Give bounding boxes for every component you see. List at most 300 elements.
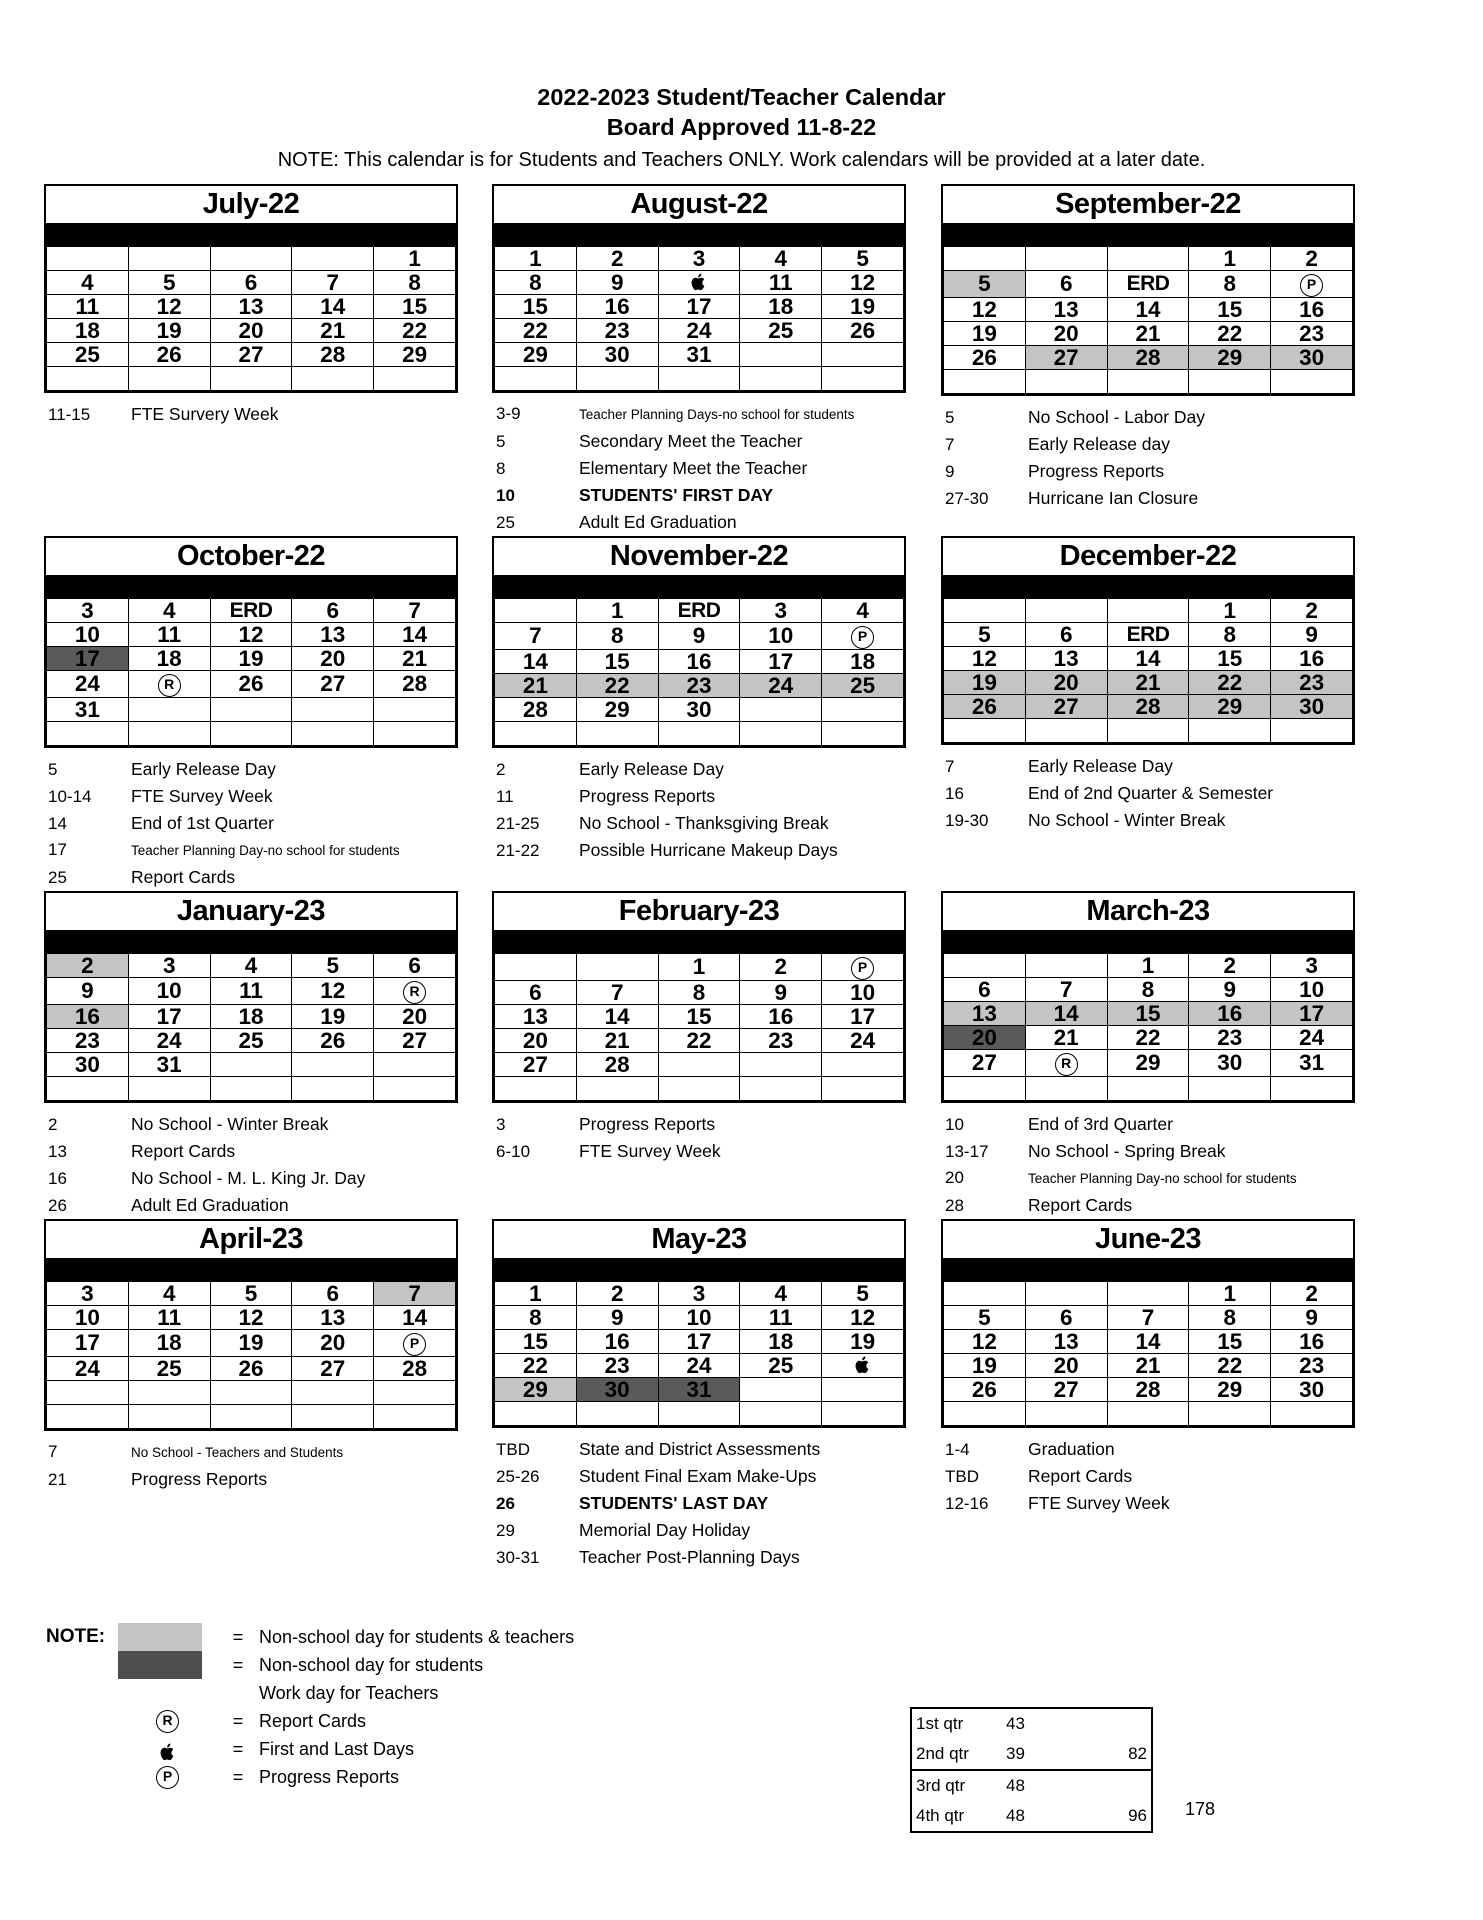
day-cell	[658, 1402, 740, 1426]
day-cell	[1107, 247, 1189, 271]
note-text: End of 2nd Quarter & Semester	[1028, 783, 1274, 803]
day-cell	[292, 722, 374, 746]
day-cell: 23	[576, 1354, 658, 1378]
month-block	[941, 536, 1383, 891]
day-cell	[1107, 1077, 1189, 1101]
day-cell: 18	[128, 647, 210, 671]
day-cell	[1025, 599, 1107, 623]
day-cell: 5	[128, 271, 210, 295]
day-cell: 2	[576, 247, 658, 271]
note-date: 19-30	[945, 811, 989, 830]
day-cell: 6	[495, 981, 577, 1005]
day-cell: 14	[1107, 298, 1189, 322]
month-note-line	[945, 1436, 1383, 1463]
day-cell: 25	[47, 343, 129, 367]
note-date: 11-15	[48, 405, 91, 424]
day-cell: 6	[292, 599, 374, 623]
note-date: 7	[945, 757, 955, 776]
month-title: December-22	[943, 538, 1353, 577]
month-note-line	[945, 1111, 1383, 1138]
day-cell: 19	[944, 322, 1026, 346]
day-cell: 27	[292, 1357, 374, 1381]
day-cell: 29	[1189, 695, 1271, 719]
day-cell	[374, 1330, 456, 1357]
day-cell	[495, 1077, 577, 1101]
day-cell	[374, 698, 456, 722]
week-row	[944, 1306, 1353, 1330]
day-cell: 20	[1025, 1354, 1107, 1378]
note-date: 7	[48, 1442, 58, 1461]
week-row	[47, 599, 456, 623]
week-row	[495, 367, 904, 391]
day-cell: 13	[1025, 647, 1107, 671]
week-row	[47, 623, 456, 647]
day-cell	[292, 698, 374, 722]
month-title: September-22	[943, 186, 1353, 225]
week-row	[47, 1405, 456, 1429]
month-note-line	[496, 428, 934, 455]
week-row	[944, 954, 1353, 978]
note-date: 10-14	[48, 787, 92, 806]
week-row	[944, 599, 1353, 623]
week-row	[495, 623, 904, 650]
week-row	[944, 1002, 1353, 1026]
day-cell: 28	[1107, 346, 1189, 370]
month-note-line	[496, 1436, 934, 1463]
month-block	[492, 891, 934, 1219]
month-notes	[44, 401, 486, 428]
month-note-line	[496, 1517, 934, 1544]
note-text: Early Release day	[1028, 434, 1171, 454]
day-cell: 4	[128, 599, 210, 623]
day-cell: 12	[128, 295, 210, 319]
day-cell	[1025, 1282, 1107, 1306]
month-note-line	[48, 864, 486, 891]
week-row	[944, 1026, 1353, 1050]
day-cell: 2	[1271, 1282, 1353, 1306]
progress-reports-icon: P	[1300, 274, 1323, 297]
week-row	[944, 1282, 1353, 1306]
day-cell	[47, 367, 129, 391]
day-cell: 1	[374, 247, 456, 271]
day-cell: 31	[47, 698, 129, 722]
day-cell: 16	[1189, 1002, 1271, 1026]
day-cell: 30	[576, 343, 658, 367]
month-block	[941, 891, 1383, 1219]
month-note-line	[48, 401, 486, 428]
week-row	[47, 1077, 456, 1101]
day-cell	[740, 722, 822, 746]
legend-swatch-dark	[118, 1651, 202, 1679]
day-cell: 21	[1107, 1354, 1189, 1378]
week-row	[495, 722, 904, 746]
day-cell	[128, 1381, 210, 1405]
note-date: 2	[48, 1115, 58, 1134]
note-text: Progress Reports	[131, 1469, 268, 1489]
note-text: Report Cards	[131, 1141, 236, 1161]
day-cell: 18	[210, 1005, 292, 1029]
weekday-header-bar	[943, 225, 1353, 246]
legend-equals: =	[232, 1710, 244, 1731]
day-cell	[128, 698, 210, 722]
day-cell	[1271, 1402, 1353, 1426]
day-cell: 3	[47, 599, 129, 623]
legend-equals: =	[232, 1626, 244, 1647]
day-cell: 19	[944, 671, 1026, 695]
note-date: 25	[48, 868, 67, 887]
day-cell	[944, 719, 1026, 743]
note-date: 2	[496, 760, 506, 779]
month-note-line	[496, 837, 934, 864]
weekday-header-bar	[46, 577, 456, 598]
month-notes	[941, 753, 1383, 834]
day-cell: 8	[576, 623, 658, 650]
day-cell	[822, 1354, 904, 1378]
day-cell: 12	[210, 1306, 292, 1330]
day-cell: 2	[1271, 599, 1353, 623]
day-cell: 22	[576, 674, 658, 698]
day-cell: 20	[495, 1029, 577, 1053]
day-cell: 23	[658, 674, 740, 698]
day-cell: 26	[210, 1357, 292, 1381]
day-cell	[1025, 719, 1107, 743]
week-row	[944, 1354, 1353, 1378]
note-date: 21-25	[496, 814, 540, 833]
month-notes	[492, 401, 934, 536]
month-notes	[941, 404, 1383, 512]
day-cell: 1	[1189, 1282, 1271, 1306]
day-cell: 6	[374, 954, 456, 978]
day-cell	[822, 698, 904, 722]
day-cell	[495, 367, 577, 391]
day-cell	[1271, 271, 1353, 298]
month-block	[492, 1219, 934, 1571]
day-cell: 28	[374, 1357, 456, 1381]
day-cell	[47, 247, 129, 271]
week-row	[495, 1005, 904, 1029]
quarter-days: 48	[1006, 1776, 1025, 1795]
day-cell: 23	[47, 1029, 129, 1053]
legend-text: Work day for Teachers	[259, 1682, 439, 1703]
week-row	[47, 954, 456, 978]
quarter-days: 48	[1006, 1806, 1025, 1825]
day-cell: 6	[210, 271, 292, 295]
day-cell	[658, 722, 740, 746]
day-cell	[1107, 1282, 1189, 1306]
day-cell: 12	[944, 647, 1026, 671]
day-cell	[822, 367, 904, 391]
day-cell	[1107, 599, 1189, 623]
day-cell	[822, 722, 904, 746]
month-title: May-23	[494, 1221, 904, 1260]
months-grid	[0, 184, 1483, 1571]
quarter-label: 2nd qtr	[912, 1739, 1002, 1770]
week-row	[495, 599, 904, 623]
day-cell: 8	[1107, 978, 1189, 1002]
note-date: 5	[945, 408, 955, 427]
day-cell: 13	[944, 1002, 1026, 1026]
day-cell: 15	[374, 295, 456, 319]
legend-equals: =	[232, 1738, 244, 1759]
day-cell	[374, 1077, 456, 1101]
day-cell: 9	[1271, 623, 1353, 647]
day-cell	[292, 1053, 374, 1077]
month-note-line	[945, 1165, 1383, 1192]
day-cell: 15	[576, 650, 658, 674]
day-cell	[210, 698, 292, 722]
day-cell	[944, 1077, 1026, 1101]
day-cell: 23	[1271, 671, 1353, 695]
progress-reports-icon: P	[403, 1333, 426, 1356]
note-text: Report Cards	[131, 867, 236, 887]
day-cell: 20	[944, 1026, 1026, 1050]
day-cell: 29	[495, 343, 577, 367]
day-cell: 17	[1271, 1002, 1353, 1026]
day-cell: 5	[822, 247, 904, 271]
note-text: Memorial Day Holiday	[579, 1520, 751, 1540]
quarter-row	[912, 1770, 1151, 1801]
day-cell	[1107, 1402, 1189, 1426]
day-cell: 7	[374, 599, 456, 623]
week-row	[47, 1029, 456, 1053]
day-cell: 9	[1189, 978, 1271, 1002]
week-row	[47, 1357, 456, 1381]
month-note-line	[945, 780, 1383, 807]
month-note-line	[496, 1544, 934, 1571]
month-note-line	[496, 810, 934, 837]
day-cell	[1107, 370, 1189, 394]
day-cell: 12	[944, 298, 1026, 322]
day-cell	[1025, 247, 1107, 271]
week-row	[944, 346, 1353, 370]
day-cell: 30	[47, 1053, 129, 1077]
day-cell: 18	[128, 1330, 210, 1357]
month-notes	[941, 1436, 1383, 1517]
day-cell: 27	[944, 1050, 1026, 1077]
quarter-days-table	[910, 1707, 1153, 1833]
note-date: 3	[496, 1115, 506, 1134]
note-date: 14	[48, 814, 67, 833]
month-row	[0, 891, 1483, 1219]
day-cell: 4	[822, 599, 904, 623]
report-cards-icon: R	[403, 981, 426, 1004]
day-cell: 19	[944, 1354, 1026, 1378]
day-cell: 20	[1025, 671, 1107, 695]
legend-row	[46, 1623, 1483, 1651]
month-note-line	[48, 837, 486, 864]
week-row	[944, 671, 1353, 695]
week-row	[944, 695, 1353, 719]
day-cell: 16	[740, 1005, 822, 1029]
note-date: 5	[496, 432, 506, 451]
note-date: 20	[945, 1168, 964, 1187]
day-cell: 31	[658, 1378, 740, 1402]
note-text: Secondary Meet the Teacher	[579, 431, 803, 451]
day-cell: 10	[740, 623, 822, 650]
month-note-line	[496, 756, 934, 783]
month-note-line	[945, 1192, 1383, 1219]
month-notes	[492, 1436, 934, 1571]
quarter-row	[912, 1709, 1151, 1739]
note-text: Possible Hurricane Makeup Days	[579, 840, 838, 860]
day-cell	[128, 1077, 210, 1101]
day-cell: 19	[210, 647, 292, 671]
month-note-line	[48, 1111, 486, 1138]
note-date: 16	[945, 784, 964, 803]
day-cell: 10	[128, 978, 210, 1005]
note-text: Graduation	[1028, 1439, 1115, 1459]
note-date: 11	[496, 787, 514, 806]
note-text: Teacher Planning Days-no school for students	[579, 407, 855, 422]
month-note-line	[48, 756, 486, 783]
month-note-line	[496, 1463, 934, 1490]
day-cell: 23	[1271, 322, 1353, 346]
day-cell: 20	[292, 647, 374, 671]
month-day-grid	[943, 246, 1353, 394]
day-cell: 15	[1189, 1330, 1271, 1354]
day-cell: 12	[822, 1306, 904, 1330]
day-cell: 12	[210, 623, 292, 647]
day-cell	[292, 1077, 374, 1101]
day-cell: 5	[292, 954, 374, 978]
month-note-line	[496, 1111, 934, 1138]
note-date: TBD	[945, 1467, 979, 1486]
note-date: 5	[48, 760, 58, 779]
day-cell: 14	[1107, 647, 1189, 671]
month-title: July-22	[46, 186, 456, 225]
day-cell	[292, 367, 374, 391]
day-cell: 25	[740, 1354, 822, 1378]
day-cell: 12	[944, 1330, 1026, 1354]
week-row	[944, 1378, 1353, 1402]
month-note-line	[945, 1463, 1383, 1490]
day-cell: 18	[740, 295, 822, 319]
progress-reports-icon: P	[851, 626, 874, 649]
note-date: 13	[48, 1142, 67, 1161]
day-cell: 31	[128, 1053, 210, 1077]
day-cell	[128, 367, 210, 391]
day-cell: 27	[495, 1053, 577, 1077]
day-cell: 9	[740, 981, 822, 1005]
week-row	[495, 295, 904, 319]
week-row	[47, 1053, 456, 1077]
month-day-grid	[494, 953, 904, 1101]
quarter-row	[912, 1801, 1151, 1831]
day-cell	[47, 1405, 129, 1429]
day-cell: 24	[658, 319, 740, 343]
day-cell: 26	[944, 346, 1026, 370]
day-cell: 18	[822, 650, 904, 674]
day-cell: 3	[47, 1282, 129, 1306]
month-notes	[492, 756, 934, 864]
day-cell: 16	[47, 1005, 129, 1029]
day-cell	[944, 599, 1026, 623]
month-note-line	[496, 1138, 934, 1165]
day-cell: 26	[944, 695, 1026, 719]
week-row	[495, 1330, 904, 1354]
day-cell: 1	[495, 1282, 577, 1306]
day-cell: 5	[210, 1282, 292, 1306]
day-cell: 30	[658, 698, 740, 722]
month-title: March-23	[943, 893, 1353, 932]
day-cell: 24	[128, 1029, 210, 1053]
day-cell: 15	[495, 1330, 577, 1354]
day-cell: 30	[576, 1378, 658, 1402]
day-cell	[495, 1402, 577, 1426]
day-cell	[1189, 370, 1271, 394]
day-cell	[740, 1402, 822, 1426]
day-cell	[1025, 1050, 1107, 1077]
quarter-label: 3rd qtr	[916, 1776, 966, 1795]
week-row	[944, 623, 1353, 647]
day-cell	[740, 1378, 822, 1402]
month-note-line	[945, 458, 1383, 485]
day-cell	[658, 1053, 740, 1077]
note-date: 10	[496, 486, 515, 505]
note-text: Adult Ed Graduation	[579, 512, 737, 532]
day-cell: 28	[495, 698, 577, 722]
note-text: Adult Ed Graduation	[131, 1195, 289, 1215]
report-cards-icon: R	[156, 1710, 179, 1733]
week-row	[47, 647, 456, 671]
month-day-grid	[46, 953, 456, 1101]
day-cell: 22	[495, 1354, 577, 1378]
day-cell	[944, 954, 1026, 978]
day-cell: 24	[1271, 1026, 1353, 1050]
week-row	[495, 1378, 904, 1402]
day-cell	[576, 1402, 658, 1426]
legend-row	[46, 1707, 1483, 1735]
day-cell: 17	[128, 1005, 210, 1029]
month-notes	[941, 1111, 1383, 1219]
month-day-grid	[943, 953, 1353, 1101]
day-cell: 28	[576, 1053, 658, 1077]
week-row	[47, 1306, 456, 1330]
day-cell: 29	[495, 1378, 577, 1402]
day-cell: 14	[374, 1306, 456, 1330]
apple-icon	[855, 1356, 871, 1372]
note-date: 25-26	[496, 1467, 540, 1486]
day-cell: 4	[128, 1282, 210, 1306]
day-cell: 14	[1025, 1002, 1107, 1026]
day-cell: 1	[576, 599, 658, 623]
day-cell: 21	[374, 647, 456, 671]
month-title: June-23	[943, 1221, 1353, 1260]
day-cell: 15	[495, 295, 577, 319]
day-cell	[210, 1381, 292, 1405]
day-cell	[210, 1053, 292, 1077]
weekday-header-bar	[46, 225, 456, 246]
day-cell	[1025, 370, 1107, 394]
day-cell	[740, 343, 822, 367]
day-cell: 21	[576, 1029, 658, 1053]
quarter-label: 4th qtr	[916, 1806, 965, 1825]
note-date: 9	[945, 462, 955, 481]
week-row	[47, 671, 456, 698]
day-cell	[822, 954, 904, 981]
day-cell	[495, 954, 577, 981]
week-row	[944, 271, 1353, 298]
day-cell	[944, 1402, 1026, 1426]
day-cell	[47, 1077, 129, 1101]
month-calendar	[44, 536, 458, 748]
day-cell: 7	[495, 623, 577, 650]
day-cell: 13	[1025, 298, 1107, 322]
legend-marker	[118, 1623, 217, 1651]
day-cell: 21	[1107, 322, 1189, 346]
day-cell: 28	[1107, 695, 1189, 719]
weekday-header-bar	[943, 577, 1353, 598]
